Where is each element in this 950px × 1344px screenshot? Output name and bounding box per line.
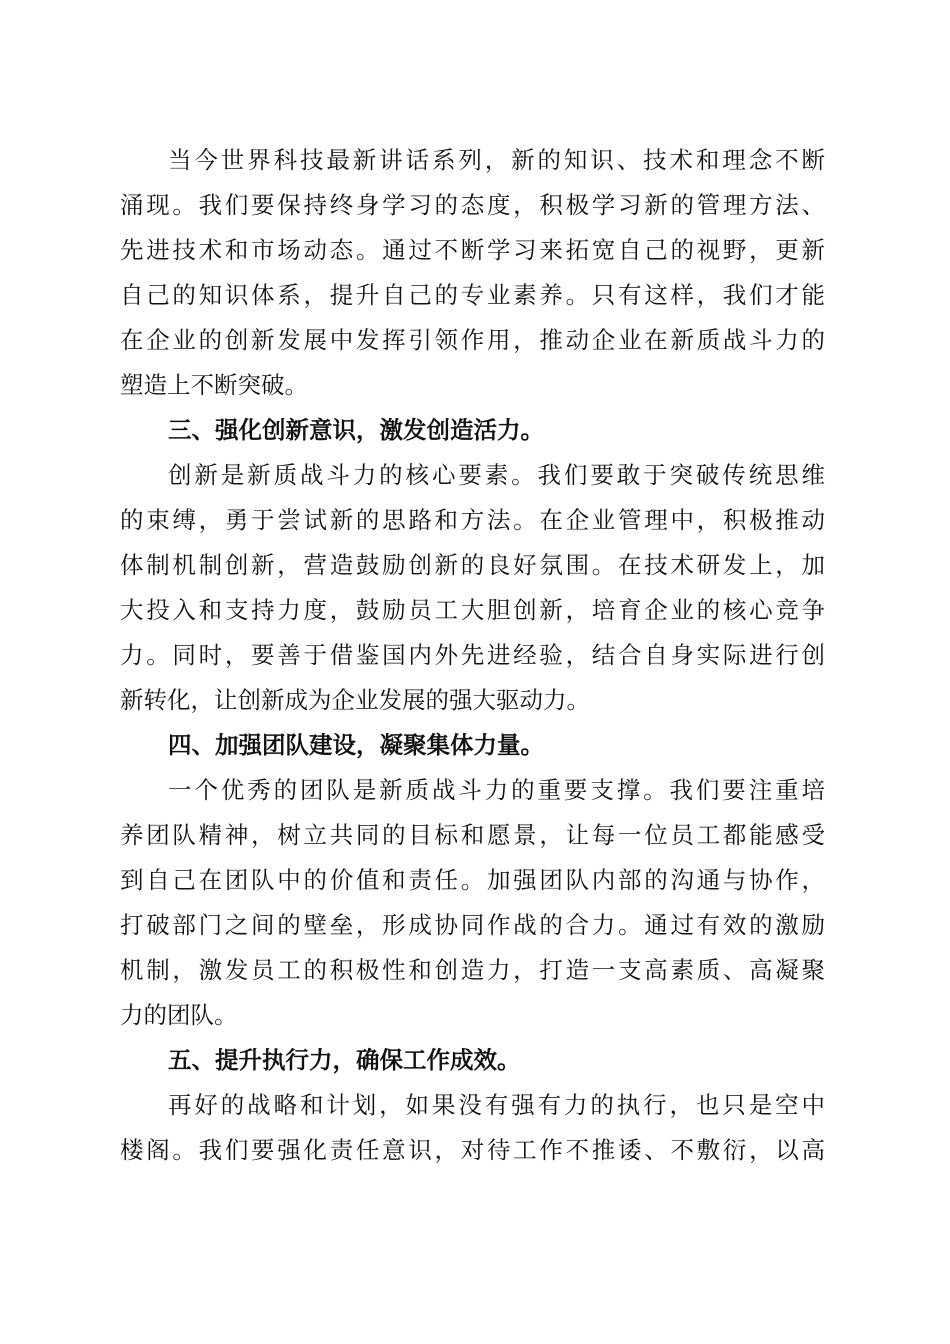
paragraph-line: 当今世界科技最新讲话系列，新的知识、技术和理念不断 — [168, 146, 825, 174]
paragraph-line: 创新是新质战斗力的核心要素。我们要敢于突破传统思维 — [168, 461, 825, 489]
paragraph-line: 大投入和支持力度，鼓励员工大胆创新，培育企业的核心竞争 — [120, 596, 825, 624]
paragraph-line: 先进技术和市场动态。通过不断学习来拓宽自己的视野，更新 — [120, 236, 825, 264]
paragraph-line: 涌现。我们要保持终身学习的态度，积极学习新的管理方法、 — [120, 191, 825, 219]
paragraph-line: 再好的战略和计划，如果没有强有力的执行，也只是空中 — [168, 1091, 825, 1119]
paragraph-line: 力。同时，要善于借鉴国内外先进经验，结合自身实际进行创 — [120, 641, 825, 669]
paragraph-line: 机制，激发员工的积极性和创造力，打造一支高素质、高凝聚 — [120, 956, 825, 984]
paragraph-1 — [120, 138, 825, 408]
paragraph-line: 塑造上不断突破。 — [120, 371, 308, 399]
paragraph-line: 体制机制创新，营造鼓励创新的良好氛围。在技术研发上，加 — [120, 551, 825, 579]
document-body — [120, 138, 825, 1173]
paragraph-line: 自己的知识体系，提升自己的专业素养。只有这样，我们才能 — [120, 281, 825, 309]
paragraph-line: 养团队精神，树立共同的目标和愿景，让每一位员工都能感受 — [120, 821, 825, 849]
paragraph-line: 到自己在团队中的价值和责任。加强团队内部的沟通与协作， — [120, 866, 825, 894]
paragraph-line: 在企业的创新发展中发挥引领作用，推动企业在新质战斗力的 — [120, 326, 825, 354]
paragraph-3 — [120, 768, 825, 1038]
paragraph-4 — [120, 1083, 825, 1173]
paragraph-line: 力的团队。 — [120, 1001, 238, 1029]
paragraph-line: 的束缚，勇于尝试新的思路和方法。在企业管理中，积极推动 — [120, 506, 825, 534]
section-heading-4: 四、加强团队建设，凝聚集体力量。 — [168, 731, 544, 759]
paragraph-line: 楼阁。我们要强化责任意识，对待工作不推诿、不敷衍，以高 — [120, 1136, 825, 1164]
paragraph-line: 打破部门之间的壁垒，形成协同作战的合力。通过有效的激励 — [120, 911, 825, 939]
paragraph-2 — [120, 453, 825, 723]
paragraph-line: 一个优秀的团队是新质战斗力的重要支撑。我们要注重培 — [168, 776, 825, 804]
section-heading-3: 三、强化创新意识，激发创造活力。 — [168, 416, 544, 444]
section-heading-5: 五、提升执行力，确保工作成效。 — [168, 1046, 521, 1074]
paragraph-line: 新转化，让创新成为企业发展的强大驱动力。 — [120, 686, 590, 714]
